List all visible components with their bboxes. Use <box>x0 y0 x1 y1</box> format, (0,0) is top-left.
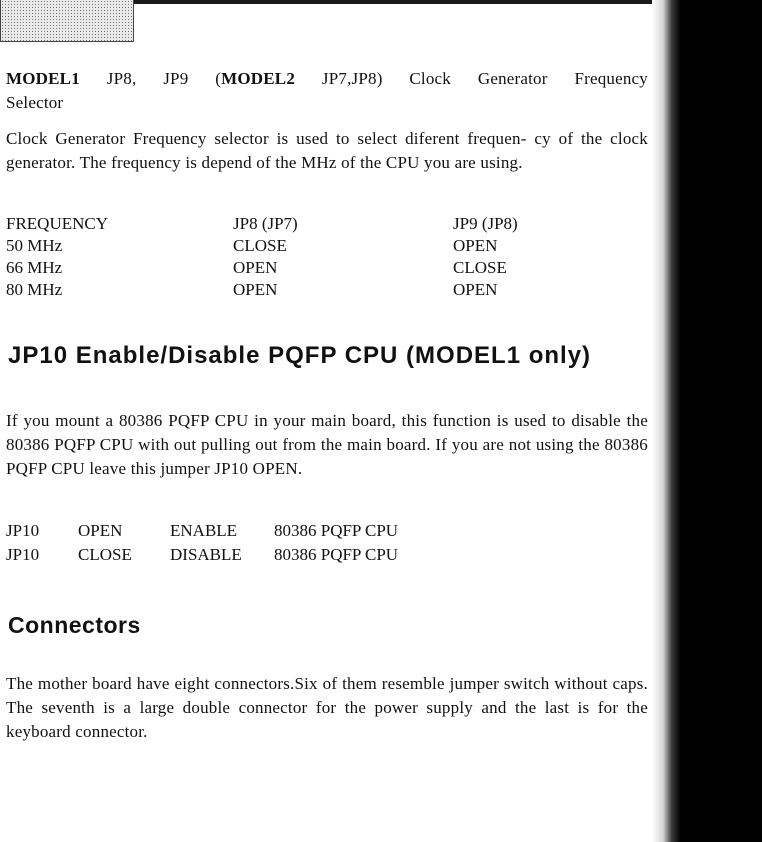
connectors-heading: Connectors <box>8 612 141 638</box>
model2-label: MODEL2 <box>221 69 296 88</box>
frequency-column <box>6 213 108 301</box>
table-cell: 80386 PQFP CPU <box>274 545 399 564</box>
selector-description-text: Clock Generator Frequency selector is used to select diferent frequen- cy of the clock generator. The frequency is depend of the MHz of the CPU you are using. <box>6 129 648 172</box>
page-corner-box <box>0 0 134 42</box>
table-cell: OPEN <box>453 236 498 255</box>
connectors-description <box>6 672 648 744</box>
jp10-heading: JP10 Enable/Disable PQFP CPU (MODEL1 only) <box>8 342 592 369</box>
selector-heading-line2: Selector <box>6 93 64 112</box>
table-row <box>6 543 646 567</box>
jp8-column <box>233 213 298 301</box>
table-cell: OPEN <box>453 280 498 299</box>
table-cell: ENABLE <box>170 521 238 540</box>
jumper-list-2: JP7,JP8) Clock Generator Frequency <box>295 69 648 88</box>
table-cell: CLOSE <box>453 258 507 277</box>
table-cell: CLOSE <box>78 545 132 564</box>
connectors-description-text: The mother board have eight connectors.Six of them resemble jumper switch without caps. The seventh is a large double connector for the power supply and the last is for the keyboard connector. <box>6 674 648 741</box>
selector-heading <box>6 67 648 115</box>
table-header: FREQUENCY <box>6 214 109 233</box>
table-cell: OPEN <box>233 258 278 277</box>
selector-description <box>6 127 648 175</box>
frequency-table <box>6 213 646 303</box>
jp10-description-text: If you mount a 80386 PQFP CPU in your main board, this function is used to disable the 80386 PQFP CPU with out pulling out from the main board. If you are not using the 80386 PQFP CPU leave this jumper JP10 OPEN. <box>6 411 648 478</box>
table-cell: OPEN <box>78 521 123 540</box>
jumper-list-1: JP8, JP9 ( <box>79 69 222 88</box>
scan-edge-shadow <box>652 0 762 842</box>
table-cell: 80386 PQFP CPU <box>274 521 399 540</box>
table-cell: JP10 <box>6 521 40 540</box>
table-row <box>6 519 646 543</box>
table-cell: 50 MHz <box>6 236 63 255</box>
model1-label: MODEL1 <box>6 69 80 88</box>
table-cell: OPEN <box>233 280 278 299</box>
table-cell: DISABLE <box>170 545 242 564</box>
table-header: JP8 (JP7) <box>233 214 298 233</box>
jp10-description <box>6 409 648 481</box>
table-cell: CLOSE <box>233 236 287 255</box>
table-header: JP9 (JP8) <box>453 214 518 233</box>
table-cell: 66 MHz <box>6 258 63 277</box>
table-cell: 80 MHz <box>6 280 63 299</box>
jp9-column <box>453 213 518 301</box>
table-cell: JP10 <box>6 545 40 564</box>
jp10-table <box>6 519 646 567</box>
